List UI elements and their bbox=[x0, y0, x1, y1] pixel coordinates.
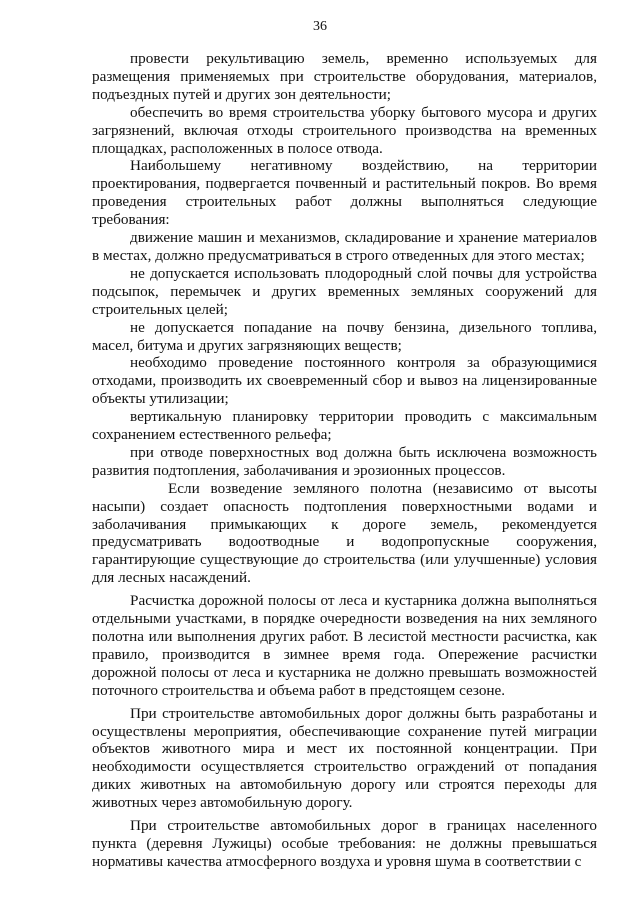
paragraph-waste-control: необходимо проведение постоянного контроля за образующимися отходами, производить их своевременный сбор и вывоз на лицензированные объекты утилизации; bbox=[92, 354, 597, 408]
document-body bbox=[92, 50, 597, 871]
paragraph-settlement: При строительстве автомобильных дорог в границах населенного пункта (деревня Лужицы) особые требования: не должны превышаться нормативы качества атмосферного воздуха и уровня шума в соответствии с bbox=[92, 817, 597, 870]
paragraph-fuel: не допускается попадание на почву бензина, дизельного топлива, масел, битума и других загрязняющих веществ; bbox=[92, 318, 597, 354]
paragraph-embankment: Если возведение земляного полотна (независимо от высоты насыпи) создает опасность подтопления поверхностными водами и заболачивания примыкающих к дороге земель, рекомендуется предусматривать водоотводные и водопропускные сооружения, гарантирующие существующие до строительства (или улучшенные) условия для лесных насаждений. bbox=[92, 479, 597, 587]
paragraph-waste-cleanup: обеспечить во время строительства уборку бытового мусора и других загрязнений, включая отходы строительного производства на временных площадках, расположенных в полосе отвода. bbox=[92, 103, 597, 157]
paragraph-surface-water: при отводе поверхностных вод должна быть исключена возможность развития подтопления, заболачивания и эрозионных процессов. bbox=[92, 443, 597, 479]
paragraph-fertile-layer: не допускается использовать плодородный слой почвы для устройства подсыпок, перемычек и других временных земляных сооружений для строительных целей; bbox=[92, 264, 597, 318]
paragraph-wildlife: При строительстве автомобильных дорог должны быть разработаны и осуществлены мероприятия, обеспечивающие сохранение путей миграции объектов животного мира и мест их постоянной концентрации. При необходимости осуществляется строительство ограждений от попадания диких животных на автомобильную дорогу или строятся переходы для животных через автомобильную дорогу. bbox=[92, 704, 597, 812]
paragraph-machinery: движение машин и механизмов, складирование и хранение материалов в местах, должно предусматриваться в строго отведенных для этого местах; bbox=[92, 229, 597, 264]
paragraph-relief: вертикальную планировку территории проводить с максимальным сохранением естественного рельефа; bbox=[92, 408, 597, 444]
paragraph-clearing: Расчистка дорожной полосы от леса и кустарника должна выполняться отдельными участками, в порядке очередности возведения на них земляного полотна или выполнения других работ. В лесистой местности расчистка, как правило, производится в зимнее время года. Опережение расчистки дорожной полосы от леса и кустарника не должно превышать возможностей поточного строительства и объема работ в предстоящем сезоне. bbox=[92, 592, 597, 699]
paragraph-soil-impact: Наибольшему негативному воздействию, на территории проектирования, подвергается почвенный и растительный покров. Во время проведения строительных работ должны выполняться следующие требования: bbox=[92, 157, 597, 229]
paragraph-reclamation: провести рекультивацию земель, временно используемых для размещения применяемых при строительстве оборудования, материалов, подъездных путей и других зон деятельности; bbox=[92, 50, 597, 103]
page-number: 36 bbox=[313, 19, 327, 34]
